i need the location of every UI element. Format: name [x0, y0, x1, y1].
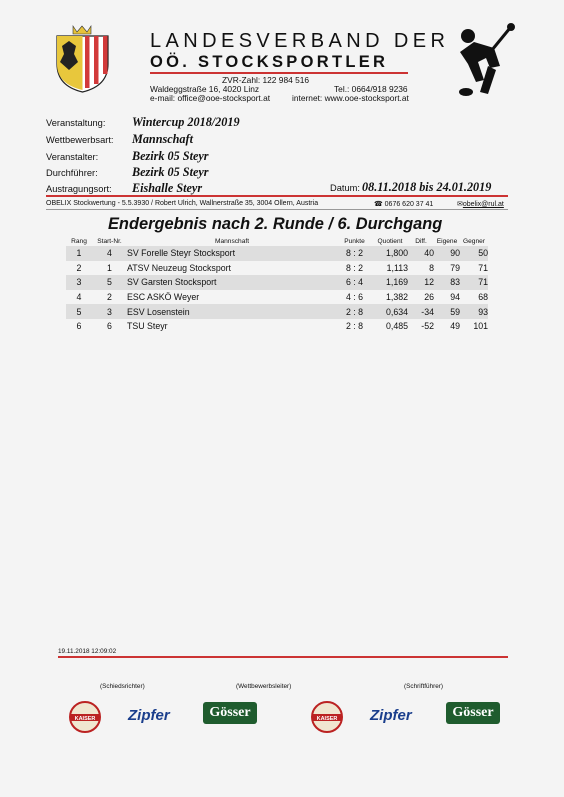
table-row [66, 290, 488, 305]
kaiser-logo-text: KAISER [74, 716, 96, 722]
start-number: 6 [107, 321, 112, 332]
kaiser-logo-text: KAISER [316, 716, 338, 722]
results-table [66, 236, 488, 334]
recorder-role: (Schriftführer) [404, 683, 444, 690]
info-divider [46, 195, 508, 197]
stocksport-player-icon [452, 22, 518, 98]
date-label: Datum: [330, 183, 360, 193]
table-row [66, 275, 488, 290]
table-header-row [66, 236, 488, 246]
opponent-score: 68 [478, 292, 488, 303]
quotient: 1,113 [386, 262, 408, 273]
rank: 6 [76, 321, 82, 332]
col-start-nr: Start-Nr. [97, 237, 122, 245]
col-mannschaft: Mannschaft [214, 237, 250, 245]
venue-value: Eishalle Steyr [132, 181, 203, 195]
software-email [457, 200, 504, 208]
own-score: 49 [450, 321, 460, 332]
zipfer-logo: Zipfer [128, 707, 170, 724]
opponent-score: 71 [460, 275, 488, 290]
kaiser-logo [310, 700, 344, 734]
quotient: 1,382 [385, 292, 408, 303]
footer-divider [58, 656, 508, 658]
executor-label: Durchführer: [46, 168, 98, 178]
organizer-label: Veranstalter: [46, 152, 99, 162]
federation-subtitle: OÖ. STOCKSPORTLER [150, 53, 389, 71]
col-rang: Rang [71, 237, 87, 245]
competition-type-label: Wettbewerbsart: [46, 135, 114, 145]
credit-divider [46, 209, 508, 210]
start-number: 4 [92, 246, 127, 261]
results-heading: Endergebnis nach 2. Runde / 6. Durchgang [108, 215, 443, 233]
team-name: SV Garsten Stocksport [127, 275, 337, 290]
rank: 5 [66, 304, 92, 319]
start-number: 1 [107, 262, 112, 273]
event-value: Wintercup 2018/2019 [132, 115, 240, 129]
print-timestamp: 19.11.2018 12:09:02 [58, 648, 117, 655]
quotient: 1,169 [372, 275, 408, 290]
organizer-value: Bezirk 05 Steyr [132, 149, 209, 163]
website: internet: www.ooe-stocksport.at [292, 93, 409, 103]
competition-type-value: Mannschaft [132, 132, 193, 146]
table-row [66, 261, 488, 276]
team-name: ATSV Neuzeug Stocksport [127, 262, 231, 273]
difference: 8 [429, 262, 434, 273]
email: e-mail: office@ooe-stocksport.at [150, 93, 271, 103]
difference: 26 [424, 292, 434, 303]
start-number: 5 [92, 275, 127, 290]
own-score: 59 [434, 304, 460, 319]
quotient: 1,800 [372, 246, 408, 261]
own-score: 79 [450, 262, 460, 273]
points: 8 : 2 [345, 262, 364, 273]
table-row [66, 246, 488, 261]
points: 4 : 6 [345, 292, 364, 303]
col-quotient: Quotient [377, 237, 403, 245]
own-score: 90 [434, 246, 460, 261]
quotient: 0,634 [372, 304, 408, 319]
own-score: 83 [434, 275, 460, 290]
venue-label: Austragungsort: [46, 184, 112, 194]
rank: 4 [76, 292, 82, 303]
competition-director-role: (Wettbewerbsleiter) [236, 683, 292, 690]
software-email-text: obelix@rul.at [462, 201, 504, 208]
points: 6 : 4 [337, 275, 372, 290]
opponent-score: 71 [478, 262, 488, 273]
col-gegner: Gegner [463, 237, 485, 245]
mail-icon: ✉ [457, 201, 463, 208]
executor-value: Bezirk 05 Steyr [132, 165, 209, 179]
team-name: ESC ASKÖ Weyer [127, 292, 200, 303]
col-eigene: Eigene [436, 237, 458, 245]
coat-of-arms-logo [55, 24, 110, 94]
rank: 1 [66, 246, 92, 261]
kaiser-logo [68, 700, 102, 734]
start-number: 2 [107, 292, 112, 303]
rank: 2 [76, 262, 82, 273]
opponent-score: 93 [460, 304, 488, 319]
points: 2 : 8 [337, 304, 372, 319]
col-punkte: Punkte [344, 237, 365, 245]
difference: -34 [408, 304, 434, 319]
table-row [66, 304, 488, 319]
own-score: 94 [450, 292, 460, 303]
federation-title: LANDESVERBAND DER [150, 30, 450, 52]
quotient: 0,485 [385, 321, 408, 332]
software-credit: OBELIX Stockwertung - 5.5.3930 / Robert Ulrich, Wallnerstraße 35, 3004 Ollern, Austria [46, 200, 319, 207]
opponent-score: 50 [460, 246, 488, 261]
goesser-logo: Gösser [203, 702, 257, 724]
points: 8 : 2 [337, 246, 372, 261]
event-label: Veranstaltung: [46, 118, 106, 128]
date-value: 08.11.2018 bis 24.01.2019 [362, 180, 492, 194]
team-name: TSU Steyr [127, 321, 168, 332]
header-divider [150, 72, 408, 74]
difference: 40 [408, 246, 434, 261]
goesser-logo: Gösser [446, 702, 500, 724]
table-row [66, 319, 488, 334]
opponent-score: 101 [473, 321, 488, 332]
address: Waldeggstraße 16, 4020 Linz [150, 84, 260, 94]
col-diff: Diff. [415, 237, 427, 245]
software-phone: ☎ 0676 620 37 41 [374, 201, 434, 208]
zipfer-logo: Zipfer [370, 707, 412, 724]
telephone: Tel.: 0664/918 9236 [334, 84, 408, 94]
team-name: SV Forelle Steyr Stocksport [127, 246, 337, 261]
points: 2 : 8 [345, 321, 364, 332]
team-name: ESV Losenstein [127, 304, 337, 319]
difference: 12 [408, 275, 434, 290]
zvr-number: ZVR-Zahl: 122 984 516 [222, 75, 310, 85]
start-number: 3 [92, 304, 127, 319]
difference: -52 [421, 321, 434, 332]
rank: 3 [66, 275, 92, 290]
referee-role: (Schiedsrichter) [100, 683, 145, 690]
